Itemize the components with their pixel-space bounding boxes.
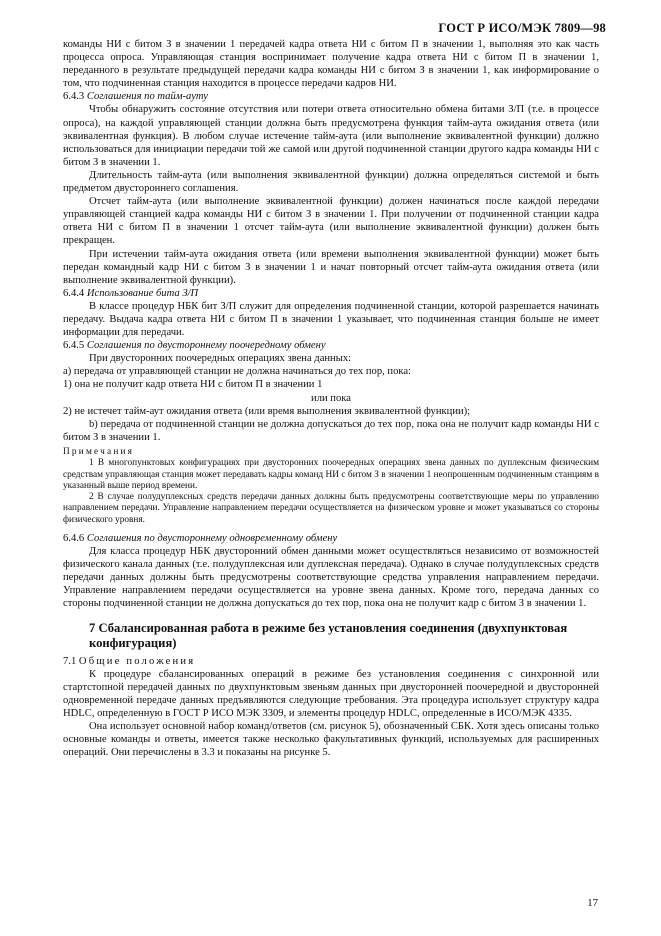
note-1: 1 В многопунктовых конфигурациях при двусторонних поочередных операциях звена данных по дуплексным физическим средствам управляющая станция может передавать кадры команд НИ с битом З в значении 1 неопрошенным подчиненным станциям в указанный выше период времени.	[63, 458, 599, 491]
subsection-heading-6-4-5	[63, 339, 599, 352]
paragraph: Чтобы обнаружить состояние отсутствия или потери ответа относительно обмена битами З/П (т.е. в процессе опроса), на каждой управляющей станции должна быть предусмотрена функция тайм-аута ожидания ответа (или эквивалентная функция). В любом случае истечение тайм-аута (или выполнение эквивалентной функции) должно использоваться для инициации передачи той же самой или другой подчиненной станции другого кадра команды НИ с битом З в значении 1.	[63, 104, 599, 168]
list-item-a: а) передача от управляющей станции не должна начинаться до тех пор, пока:	[63, 366, 412, 378]
list-item-a1: 1) она не получит кадр ответа НИ с битом П в значении 1	[63, 379, 323, 391]
subsection-title: Использование бита З/П	[86, 287, 199, 299]
subsection-number: 6.4.3	[63, 91, 85, 103]
paragraph: Для класса процедур НБК двусторонний обмен данными может осуществляться независимо от возможностей физического канала данных (т.е. полудуплексная или дуплексная передача). Однако в случае полудуплексных средств передачи данных должны быть предусмотрены соответствующие средства управления направлением передачи. Управление направлением передачи осуществляется на уровне звена данных. Кроме того, передача данных со стороны подчиненной станции не должна допускаться до тех пор, пока она не получит кадр с битом З в значении 1.	[63, 546, 599, 610]
subsection-title: Соглашения по двустороннему поочередному обмену	[86, 340, 326, 352]
paragraph: Она использует основной набор команд/ответов (см. рисунок 5), обозначенный СБК. Хотя здесь описаны только основные команды и ответы, имеется также несколько факультативных функций, используемых для расширенных операций. Они перечислены в 3.3 и показаны на рисунке 5.	[63, 721, 599, 759]
subsection-heading-6-4-4	[63, 287, 599, 300]
subsection-title: Общие положения	[78, 655, 196, 667]
subsection-title: Соглашения по двустороннему одновременному обмену	[86, 532, 338, 544]
section-heading-7: 7 Сбалансированная работа в режиме без установления соединения (двухпунктовая конфигурация)	[89, 620, 568, 650]
paragraph: При двусторонних поочередных операциях звена данных:	[89, 353, 352, 365]
paragraph: При истечении тайм-аута ожидания ответа (или времени выполнения эквивалентной функции) может быть передан командный кадр НИ с битом З в значении 1 и начат повторный отсчет тайм-аута ожидания ответа (или выполнение эквивалентной функции).	[63, 248, 599, 286]
note-2: 2 В случае полудуплексных средств передачи данных должны быть предусмотрены соответствующие меры по управлению направлением передачи. Управление направлением передачи осуществляется на физическом уровне и может указываться со стороны физического уровня.	[63, 492, 599, 525]
paragraph: К процедуре сбалансированных операций в режиме без установления соединения с синхронной или стартстопной передачей данных по двухпунктовым звеньям данных при двусторонней поочередной и двусторонней одновременной передаче данных предъявляются следующие требования. Эта процедура использует структуру кадра HDLC, определенную в ГОСТ Р ИСО МЭК 3309, и элементы процедур HDLC, определенные в ИСО/МЭК 4335.	[63, 668, 599, 719]
paragraph-continuation: команды НИ с битом З в значении 1 передачей кадра ответа НИ с битом П в значении 1, выполняя это как часть процесса опроса. Управляющая станция воспринимает получение кадра ответа НИ с битом П в значении 1, переданного в результате предыдущей передачи кадра команды НИ с битом З в значении 1, как информирование о том, что подчиненная станция находится в процессе передачи кадров НИ.	[63, 39, 599, 90]
subsection-heading-6-4-3	[63, 90, 599, 103]
page-body	[63, 38, 599, 759]
notes-title: Примечания	[63, 446, 135, 457]
subsection-number: 7.1	[63, 655, 77, 667]
paragraph: В классе процедур НБК бит З/П служит для определения подчиненной станции, которой разрешается начинать передачу. Выдача кадра ответа НИ с битом П в значении 1 указывает, что подчиненная станция больше не имеет информации для передачи.	[63, 300, 599, 339]
subsection-number: 6.4.4	[63, 287, 85, 299]
list-connector: или пока	[311, 392, 351, 404]
paragraph: Длительность тайм-аута (или выполнения эквивалентной функции) должна определяться системой и быть предметом двустороннего соглашения.	[63, 169, 599, 195]
subsection-number: 6.4.5	[63, 340, 85, 352]
page-number: 17	[587, 897, 598, 909]
list-item-b: b) передача от подчиненной станции не должна допускаться до тех пор, пока она не получит кадр команды НИ с битом З в значении 1.	[63, 418, 599, 443]
paragraph: Отсчет тайм-аута (или выполнение эквивалентной функции) должен начинаться после каждой передачи управляющей станцией кадра команды НИ с битом З в значении 1. При получении от подчиненной станции кадра ответа НИ с битом П в значении 1 отсчет тайм-аута (или выполнение эквивалентной функции) должен быть прекращен.	[63, 196, 599, 247]
list-item-a2: 2) не истечет тайм-аут ожидания ответа (или время выполнения эквивалентной функции);	[63, 405, 471, 417]
running-header: ГОСТ Р ИСО/МЭК 7809—98	[438, 21, 606, 35]
subsection-heading-7-1	[63, 655, 599, 668]
subsection-heading-6-4-6	[63, 532, 599, 545]
subsection-title: Соглашения по тайм-ауту	[86, 91, 208, 103]
subsection-number: 6.4.6	[63, 532, 85, 544]
